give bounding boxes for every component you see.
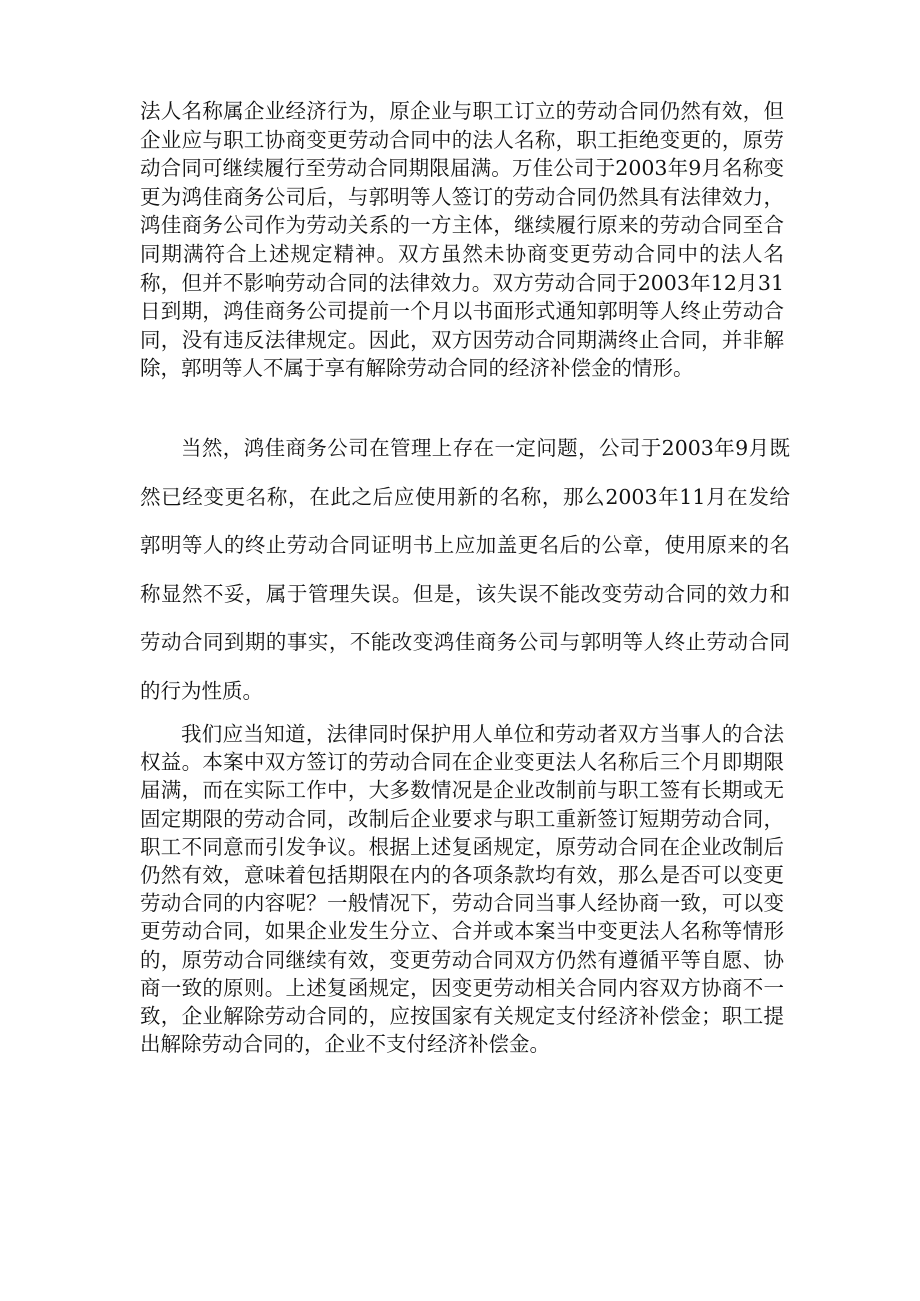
paragraph-legal-analysis: 法人名称属企业经济行为，原企业与职工订立的劳动合同仍然有效，但企业应与职工协商变更劳动合同中的法人名称，职工拒绝变更的，原劳动合同可继续履行至劳动合同期限届满。万佳公司于2003年9月名称变更为鸿佳商务公司后，与郭明等人签订的劳动合同仍然具有法律效力，鸿佳商务公司作为劳动关系的一方主体，继续履行原来的劳动合同至合同期满符合上述规定精神。双方虽然未协商变更劳动合同中的法人名称，但并不影响劳动合同的法律效力。双方劳动合同于2003年12月31日到期，鸿佳商务公司提前一个月以书面形式通知郭明等人终止劳动合同，没有违反法律规定。因此，双方因劳动合同期满终止合同，并非解除，郭明等人不属于享有解除劳动合同的经济补偿金的情形。 (140, 99, 784, 381)
paragraph-conclusion: 我们应当知道，法律同时保护用人单位和劳动者双方当事人的合法权益。本案中双方签订的劳动合同在企业变更法人名称后三个月即期限届满，而在实际工作中，大多数情况是企业改制前与职工签有长期或无固定期限的劳动合同，改制后企业要求与职工重新签订短期劳动合同，职工不同意而引发争议。根据上述复函规定，原劳动合同在企业改制后仍然有效，意味着包括期限在内的各项条款均有效，那么是否可以变更劳动合同的内容呢？一般情况下，劳动合同当事人经协商一致，可以变更劳动合同，如果企业发生分立、合并或本案当中变更法人名称等情形的，原劳动合同继续有效，变更劳动合同双方仍然有遵循平等自愿、协商一致的原则。上述复函规定，因变更劳动相关合同内容双方协商不一致，企业解除劳动合同的，应按国家有关规定支付经济补偿金；职工提出解除劳动合同的，企业不支付经济补偿金。 (140, 722, 784, 1057)
paragraph-management-issue: 当然，鸿佳商务公司在管理上存在一定问题，公司于2003年9月既然已经变更名称，在此之后应使用新的名称，那么2003年11月在发给郭明等人的终止劳动合同证明书上应加盖更名后的公章，使用原来的名称显然不妥，属于管理失误。但是，该失误不能改变劳动合同的效力和劳动合同到期的事实，不能改变鸿佳商务公司与郭明等人终止劳动合同的行为性质。 (140, 436, 790, 703)
